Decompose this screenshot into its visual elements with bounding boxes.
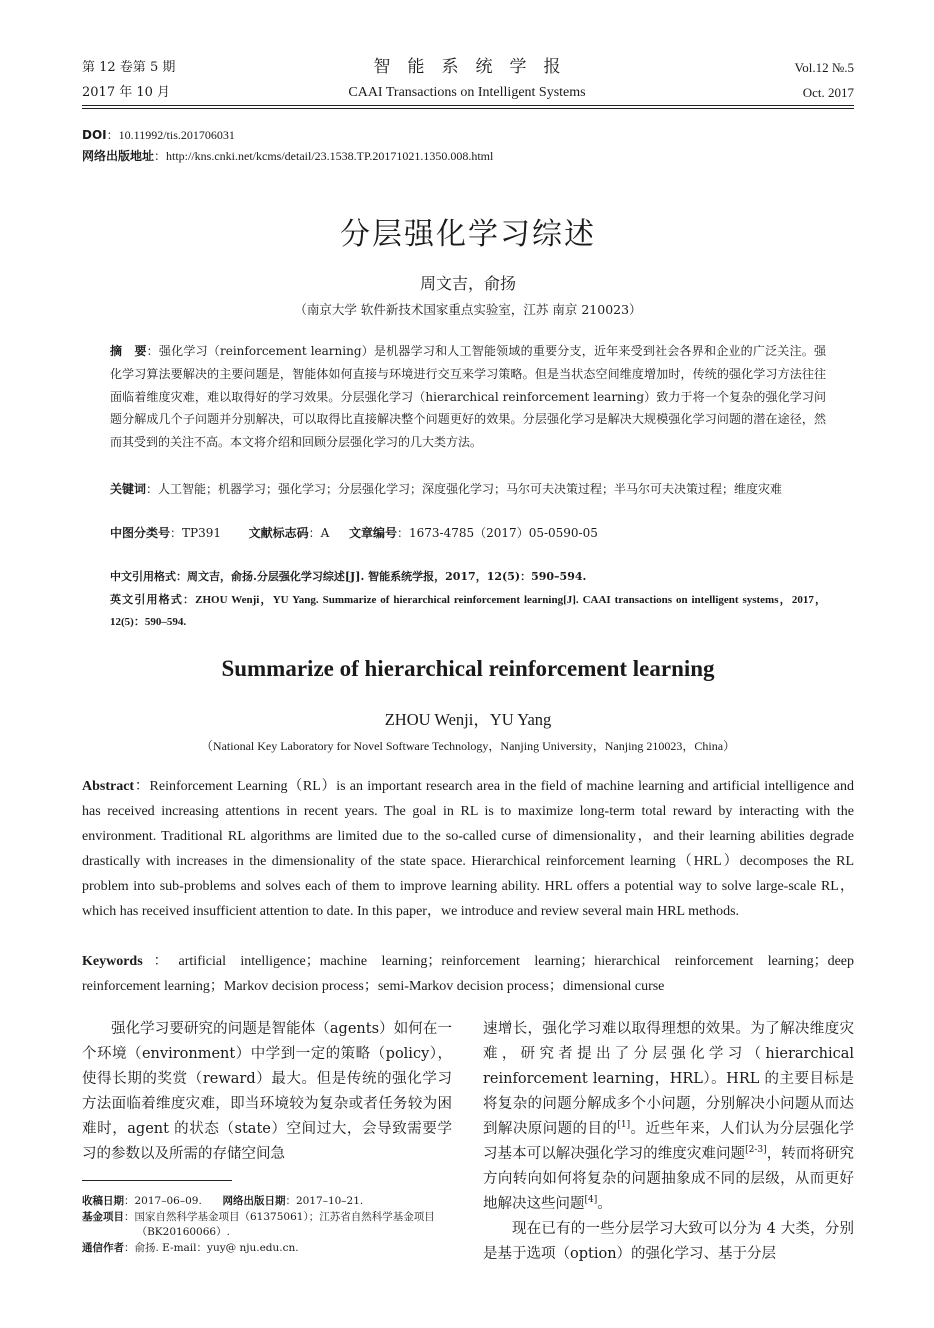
journal-name-cn: 智 能 系 统 学 报 [373,57,561,77]
online-date-label: 网络出版日期 [222,1195,286,1207]
clc-value: ：TP391 [170,526,221,540]
classification-line [110,522,598,544]
body-text-segment: ，转而将研究方向转向如何将复杂的问题抽象成不同的层级，从而更好地解决这些问题 [483,1146,855,1212]
affiliation-cn: （南京大学 软件新技术国家重点实验室，江苏 南京 210023） [294,302,642,317]
citation-en-text: ：ZHOU Wenji，YU Yang. Summarize of hierarchical reinforcement learning[J]. CAAI transactions on intelligent systems，2017，12(5)：590–594. [110,594,826,628]
body-text-segment: 。 [597,1196,612,1212]
received-label: 收稿日期 [82,1195,124,1207]
keywords-cn-text: ：人工智能；机器学习；强化学习；分层强化学习；深度强化学习；马尔可夫决策过程；半马尔可夫决策过程；维度灾难 [146,482,783,496]
header-rule-bottom [82,108,854,109]
citation-ref-4[interactable]: [4] [584,1195,598,1206]
citation-ref-2-3[interactable]: [2-3] [745,1145,767,1156]
clc-label: 中图分类号 [110,526,171,540]
doi-value: ：10.11992/tis.201706031 [106,128,235,142]
body-paragraph: 现在已有的一些分层学习大致可以分为 4 大类，分别是基于选项（option）的强化学习、基于分层 [483,1221,854,1262]
keywords-en [82,949,854,999]
citation-cn-text: ：周文吉，俞扬.分层强化学习综述[J]. 智能系统学报，2017，12(5)：590–594. [176,570,587,583]
journal-name-en: CAAI Transactions on Intelligent Systems [348,85,586,100]
footnote-funding [82,1210,470,1241]
footnote-dates [82,1194,470,1210]
body-paragraph-continued [483,1017,854,1217]
date-cn: 2017 年 10 月 [82,85,171,100]
footnote [82,1194,470,1256]
keywords-en-text: ：artificial intelligence；machine learning；reinforcement learning；hierarchical reinforcement learning；deep reinforcement learning；Markov decision process；semi-Markov decision process；dimensional curse [82,954,854,994]
doc-code-value: ：A [308,526,330,540]
footnote-rule [82,1180,232,1181]
keywords-cn [110,478,826,501]
volume-issue-en: Vol.12 №.5 [794,60,854,75]
body-text-segment: 。近些年来，人们认为分层强化学习基本可以解决强化学习的维度灾难问题 [483,1121,854,1162]
body-paragraph: 强化学习要研究的问题是智能体（agents）如何在一个环境（environment）中学到一定的策略（policy），使得长期的奖赏（reward）最大。但是传统的强化学习方法面临着维度灾难，即当环境较为复杂或者任务较为困难时，agent 的状态（state）空间过大，会导致需要学习的参数以及所需的存储空间急 [82,1021,452,1162]
article-number-label: 文章编号 [349,526,398,540]
abstract-en-text: ：Reinforcement Learning（RL）is an important research area in the field of machine learning and artificial intelligence and has received increasing attentions in recent years. The goal in RL is to maximize long-term total reward by interacting with the environment. Traditional RL algorithms are limited due to the so-called curse of dimensionality，and their learning abilities degrade drastically with increases in the dimensionality of the state space. Hierarchical reinforcement learning（HRL）decomposes the RL problem into sub-problems and solves each of them to improve learning ability. HRL offers a potential way to solve large-scale RL，which has received insufficient attention to date. In this paper，we introduce and review several main HRL methods. [82,779,854,919]
affiliation-en: （National Key Laboratory for Novel Software Technology，Nanjing University，Nanjing 210023，China） [200,739,736,753]
authors-en: ZHOU Wenji，YU Yang [384,710,552,729]
authors-cn: 周文吉，俞扬 [419,274,516,293]
header-rule-top [82,105,854,106]
date-en: Oct. 2017 [802,85,854,100]
doc-code-label: 文献标志码 [248,526,309,540]
citation-cn-label: 中文引用格式 [110,570,176,583]
article-number-value: ：1673-4785（2017）05-0590-05 [397,526,598,540]
citation-en [110,589,826,633]
body-right-column [483,1017,854,1267]
doi-line [82,125,235,145]
citation-ref-1[interactable]: [1] [617,1120,631,1131]
title-en: Summarize of hierarchical reinforcement learning [221,656,715,681]
body-text-segment: 速增长，强化学习难以取得理想的效果。为了解决维度灾难，研究者提出了分层强化学习（hierarchical reinforcement learning，HRL）。HRL 的主要目标是将复杂的问题分解成多个小问题，分别解决小问题从而达到解决原问题的目的 [483,1021,854,1137]
corresponding-label: 通信作者 [82,1241,124,1254]
footnote-corresponding [82,1241,470,1257]
abstract-cn [110,340,826,454]
online-url-value: ：http://kns.cnki.net/kcms/detail/23.1538.TP.20171021.1350.008.html [154,149,494,163]
corresponding-value: ：俞扬. E-mail：yuy@ nju.edu.cn. [124,1241,299,1254]
received-value: ：2017–06–09. [124,1195,202,1207]
doi-label: DOI [82,128,107,142]
volume-issue-cn: 第 12 卷第 5 期 [82,60,176,75]
funding-label: 基金项目 [82,1210,124,1223]
online-date-value: ：2017–10–21. [285,1195,364,1207]
abstract-en-label: Abstract [82,779,135,794]
keywords-en-label: Keywords [82,954,143,969]
citation-en-label: 英文引用格式 [110,593,183,606]
abstract-cn-text: ：强化学习（reinforcement learning）是机器学习和人工智能领域的重要分支，近年来受到社会各界和企业的广泛关注。强化学习算法要解决的主要问题是，智能体如何直接与环境进行交互来学习策略。但是当状态空间维度增加时，传统的强化学习方法往往面临着维度灾难，难以取得好的学习效果。分层强化学习（hierarchical reinforcement learning）致力于将一个复杂的强化学习问题分解成几个子问题并分别解决，可以取得比直接解决整个问题更好的效果。分层强化学习是解决大规模强化学习问题的潜在途径，然而其受到的关注不高。本文将介绍和回顾分层强化学习的几大类方法。 [110,344,826,450]
online-url-line [82,146,493,166]
online-url-label: 网络出版地址 [82,149,155,163]
body-left-column [82,1017,452,1167]
funding-value: ：国家自然科学基金项目（61375061）；江苏省自然科学基金项目（BK20160066）. [124,1210,435,1238]
title-cn: 分层强化学习综述 [340,217,596,252]
keywords-cn-label: 关键词 [110,482,147,496]
abstract-en [82,774,854,924]
citation-cn [110,566,826,587]
abstract-cn-label: 摘 要 [110,344,147,358]
